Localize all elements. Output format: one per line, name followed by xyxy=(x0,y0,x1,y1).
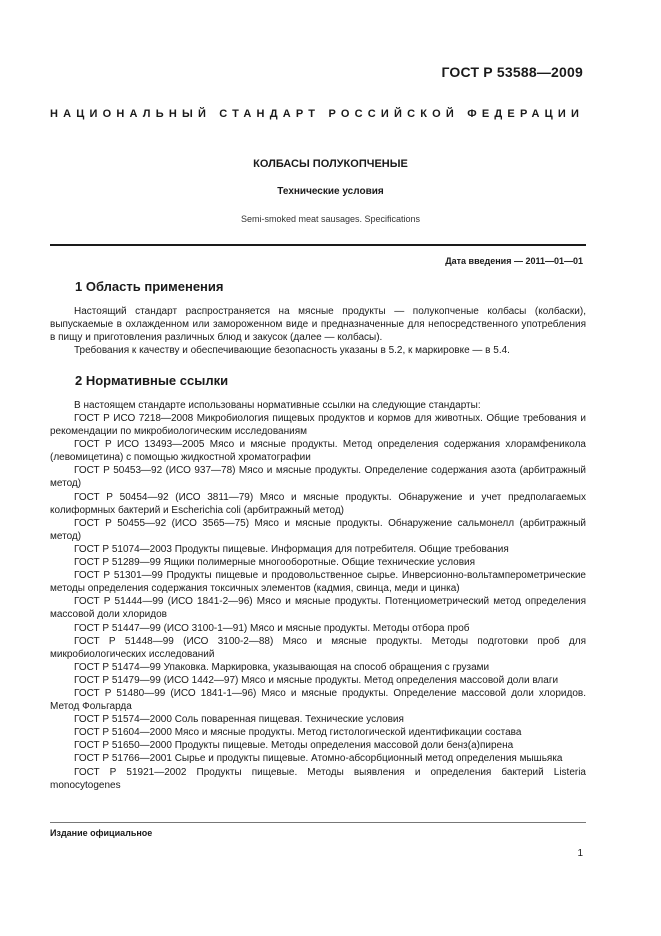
document-subtitle: Технические условия xyxy=(277,186,384,197)
reference-item: ГОСТ Р ИСО 7218—2008 Микробиология пищевых продуктов и кормов для животных. Общие требования и рекомендации по микробиологическим исследованиям xyxy=(50,413,586,438)
reference-item: ГОСТ Р 50453—92 (ИСО 937—78) Мясо и мясные продукты. Определение содержания азота (арбитражный метод) xyxy=(50,465,586,490)
page-number: 1 xyxy=(577,848,583,859)
normative-references-list xyxy=(50,412,586,792)
reference-item: ГОСТ Р 51766—2001 Сырье и продукты пищевые. Атомно-абсорбционный метод определения мышьяка xyxy=(74,753,563,765)
reference-item: ГОСТ Р 51604—2000 Мясо и мясные продукты. Метод гистологической идентификации состава xyxy=(74,727,522,739)
gost-number: ГОСТ Р 53588—2009 xyxy=(441,64,583,80)
reference-item: ГОСТ Р 51480—99 (ИСО 1841-1—96) Мясо и мясные продукты. Определение массовой доли хлоридов. Метод Фольгарда xyxy=(50,687,586,713)
reference-item: ГОСТ Р 51574—2000 Соль поваренная пищевая. Технические условия xyxy=(74,714,404,726)
reference-item: ГОСТ Р 51474—99 Упаковка. Маркировка, указывающая на способ обращения с грузами xyxy=(74,661,490,673)
section-2-intro xyxy=(50,399,586,412)
section-1-heading: 1 Область применения xyxy=(75,279,224,294)
reference-item: ГОСТ Р 51479—99 (ИСО 1442—97) Мясо и мясные продукты. Метод определения массовой доли влаги xyxy=(74,674,559,686)
reference-item: ГОСТ Р 50455—92 (ИСО 3565—75) Мясо и мясные продукты. Обнаружение сальмонелл (арбитражный метод) xyxy=(50,517,586,542)
reference-item: ГОСТ Р ИСО 13493—2005 Мясо и мясные продукты. Метод определения содержания хлорамфеникола (левомицетина) с помощью жидкостной хроматографии xyxy=(50,439,586,464)
reference-item: ГОСТ Р 51448—99 (ИСО 3100-2—88) Мясо и мясные продукты. Методы подготовки проб для микробиологических исследований xyxy=(50,635,586,660)
reference-item: ГОСТ Р 51447—99 (ИСО 3100-1—91) Мясо и мясные продукты. Методы отбора проб xyxy=(74,622,470,634)
reference-item: ГОСТ Р 51074—2003 Продукты пищевые. Информация для потребителя. Общие требования xyxy=(74,543,509,555)
section-1-body xyxy=(50,305,586,357)
introduction-date: Дата введения — 2011—01—01 xyxy=(445,256,583,266)
reference-item: ГОСТ Р 51301—99 Продукты пищевые и продовольственное сырье. Инверсионно-вольтамперометрические методы определения содержания токсичных элементов (кадмия, свинца, меди и цинка) xyxy=(50,570,586,595)
paragraph: В настоящем стандарте использованы нормативные ссылки на следующие стандарты: xyxy=(74,400,481,411)
reference-item: ГОСТ Р 50454—92 (ИСО 3811—79) Мясо и мясные продукты. Обнаружение и учет предполагаемых колиформных бактерий и Escherichia coli (арбитражный метод) xyxy=(50,491,586,516)
reference-item: ГОСТ Р 51289—99 Ящики полимерные многооборотные. Общие технические условия xyxy=(74,557,476,569)
standard-type: НАЦИОНАЛЬНЫЙ СТАНДАРТ РОССИЙСКОЙ ФЕДЕРАЦИИ xyxy=(50,108,585,120)
reference-item: ГОСТ Р 51921—2002 Продукты пищевые. Методы выявления и определения бактерий Listeria monocytogenes xyxy=(50,766,586,791)
footer-divider xyxy=(50,822,586,823)
paragraph: Настоящий стандарт распространяется на мясные продукты — полукопченые колбасы (колбаски), выпускаемые в охлажденном или замороженном виде и предназначенные для непосредственного употребления в пищу и приготовления различных блюд и закусок (далее — колбасы). xyxy=(50,306,586,344)
document-title: КОЛБАСЫ ПОЛУКОПЧЕНЫЕ xyxy=(253,158,408,170)
section-2-heading: 2 Нормативные ссылки xyxy=(75,373,229,388)
english-title: Semi-smoked meat sausages. Specifications xyxy=(240,214,421,224)
title-divider xyxy=(50,244,586,246)
edition-note: Издание официальное xyxy=(50,828,153,838)
reference-item: ГОСТ Р 51444—99 (ИСО 1841-2—96) Мясо и мясные продукты. Потенциометрический метод определения массовой доли хлоридов xyxy=(50,596,586,621)
paragraph: Требования к качеству и обеспечивающие безопасность указаны в 5.2, к маркировке — в 5.4. xyxy=(74,345,510,357)
reference-item: ГОСТ Р 51650—2000 Продукты пищевые. Методы определения массовой доли бенз(а)пирена xyxy=(74,740,514,752)
